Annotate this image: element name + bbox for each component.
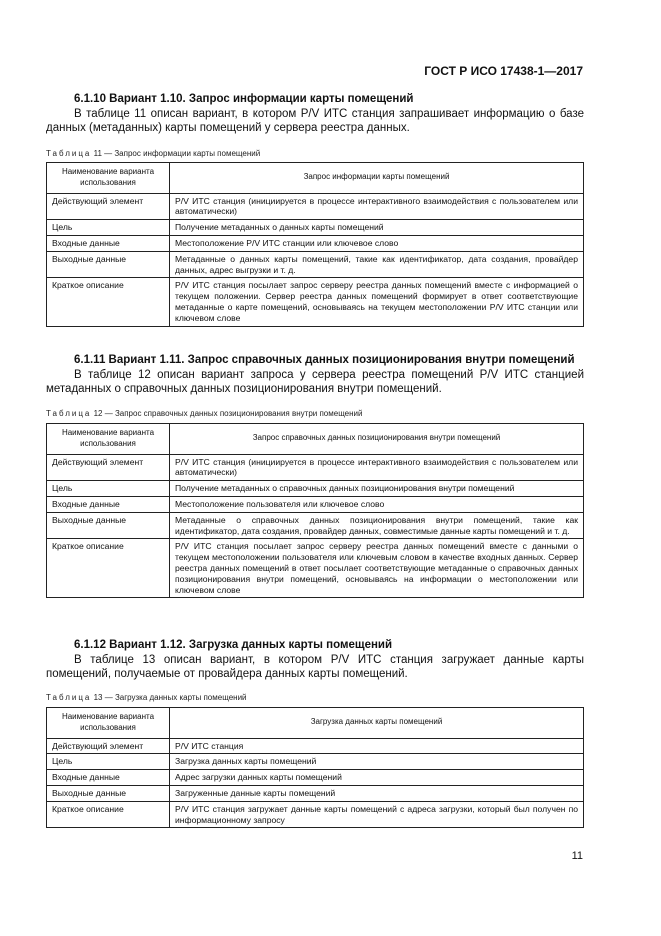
table-row (47, 193, 584, 220)
table-cell-value: Метаданные о справочных данных позиционирования внутри помещений, такие как идентификатор, дата создания, провайдер данных, совместимые данные карты помещений и т. д. (170, 512, 584, 539)
table-cell-label: Действующий элемент (47, 454, 170, 481)
table-row (47, 496, 584, 512)
table-cell-value: Местоположение Р/V ИТС станции или ключевое слово (170, 235, 584, 251)
table-cell-label: Входные данные (47, 770, 170, 786)
table-cell-value: Р/V ИТС станция (инициируется в процессе интерактивного взаимодействия с пользователем или автоматически) (170, 193, 584, 220)
section-paragraph: В таблице 13 описан вариант, в котором Р/V ИТС станция загружает данные карты помещений, получаемые от провайдера данных карты помещений. (46, 654, 584, 680)
table-12-caption (46, 409, 363, 418)
table-cell-label: Выходные данные (47, 512, 170, 539)
caption-word: Таблица (46, 149, 92, 158)
table-header-row (47, 424, 584, 455)
table-cell-value: Местоположение пользователя или ключевое слово (170, 496, 584, 512)
table-cell-label: Цель (47, 754, 170, 770)
table-header-cell: Запрос информации карты помещений (170, 163, 584, 194)
table-row (47, 785, 584, 801)
table-cell-value: Адрес загрузки данных карты помещений (170, 770, 584, 786)
table-12 (46, 423, 584, 598)
table-cell-label: Входные данные (47, 496, 170, 512)
table-cell-value: Р/V ИТС станция загружает данные карты помещений с адреса загрузки, который был получен по информационному запросу (170, 801, 584, 828)
table-header-row (47, 708, 584, 739)
table-cell-value: Загруженные данные карты помещений (170, 785, 584, 801)
table-row (47, 754, 584, 770)
table-11 (46, 162, 584, 327)
table-cell-label: Цель (47, 481, 170, 497)
table-row (47, 481, 584, 497)
section-heading: 6.1.12 Вариант 1.12. Загрузка данных карты помещений (74, 639, 393, 651)
table-cell-label: Действующий элемент (47, 193, 170, 220)
section-heading: 6.1.11 Вариант 1.11. Запрос справочных данных позиционирования внутри помещений (74, 354, 575, 366)
table-cell-value: Р/V ИТС станция (170, 738, 584, 754)
table-row (47, 770, 584, 786)
caption-text: 12 — Запрос справочных данных позиционирования внутри помещений (91, 409, 363, 418)
table-11-caption (46, 149, 260, 158)
table-cell-value: Р/V ИТС станция посылает запрос серверу реестра данных помещений вместе с данными о текущем местоположении пользователя или ключевым словом в качестве входных данных. Сервер реестра данных помещений в ответ посылает соответствующие метаданные о справочных данных позиционирования внутри помещений, основываясь на информации о местоположении или ключевом слове (170, 539, 584, 598)
caption-text: 13 — Загрузка данных карты помещений (91, 693, 247, 702)
table-cell-value: Р/V ИТС станция посылает запрос серверу реестра данных помещений вместе с информацией о текущем положении. Сервер реестра данных помещений формирует в ответ соответствующие метаданные о карте помещений, основываясь на текущем местоположении Р/V ИТС станции или ключевом слове (170, 278, 584, 326)
table-row (47, 512, 584, 539)
table-cell-value: Р/V ИТС станция (инициируется в процессе интерактивного взаимодействия с пользователем или автоматически) (170, 454, 584, 481)
table-header-cell: Наименование варианта использования (47, 163, 170, 194)
table-header-cell: Загрузка данных карты помещений (170, 708, 584, 739)
table-header-cell: Запрос справочных данных позиционирования внутри помещений (170, 424, 584, 455)
section-6-1-12 (46, 638, 584, 681)
table-cell-label: Выходные данные (47, 785, 170, 801)
table-header-cell: Наименование варианта использования (47, 424, 170, 455)
section-6-1-11 (46, 353, 584, 396)
table-row (47, 539, 584, 598)
table-cell-value: Метаданные о данных карты помещений, такие как идентификатор, дата создания, провайдер данных, адрес выгрузки и т. д. (170, 251, 584, 278)
section-paragraph: В таблице 11 описан вариант, в котором Р/V ИТС станция запрашивает информацию о базе данных (метаданных) карты помещений у сервера реестра данных. (46, 108, 584, 134)
table-13-caption (46, 693, 247, 702)
caption-text: 11 — Запрос информации карты помещений (91, 149, 261, 158)
table-cell-label: Выходные данные (47, 251, 170, 278)
table-cell-label: Действующий элемент (47, 738, 170, 754)
caption-word: Таблица (46, 693, 92, 702)
table-header-cell: Наименование варианта использования (47, 708, 170, 739)
table-cell-label: Входные данные (47, 235, 170, 251)
table-cell-value: Загрузка данных карты помещений (170, 754, 584, 770)
table-row (47, 220, 584, 236)
table-cell-label: Краткое описание (47, 539, 170, 598)
table-cell-label: Краткое описание (47, 278, 170, 326)
section-6-1-10 (46, 92, 584, 135)
page-number: 11 (571, 850, 583, 862)
section-heading: 6.1.10 Вариант 1.10. Запрос информации карты помещений (74, 93, 414, 105)
table-cell-value: Получение метаданных о данных карты помещений (170, 220, 584, 236)
table-row (47, 801, 584, 828)
table-row (47, 738, 584, 754)
table-row (47, 454, 584, 481)
table-header-row (47, 163, 584, 194)
table-cell-value: Получение метаданных о справочных данных позиционирования внутри помещений (170, 481, 584, 497)
section-paragraph: В таблице 12 описан вариант запроса у сервера реестра помещений Р/V ИТС станцией метаданных о справочных данных позиционирования внутри помещений. (46, 369, 584, 395)
document-code: ГОСТ Р ИСО 17438-1—2017 (424, 64, 583, 78)
table-row (47, 251, 584, 278)
table-cell-label: Краткое описание (47, 801, 170, 828)
table-13 (46, 707, 584, 828)
table-cell-label: Цель (47, 220, 170, 236)
caption-word: Таблица (46, 409, 92, 418)
table-row (47, 235, 584, 251)
table-row (47, 278, 584, 326)
